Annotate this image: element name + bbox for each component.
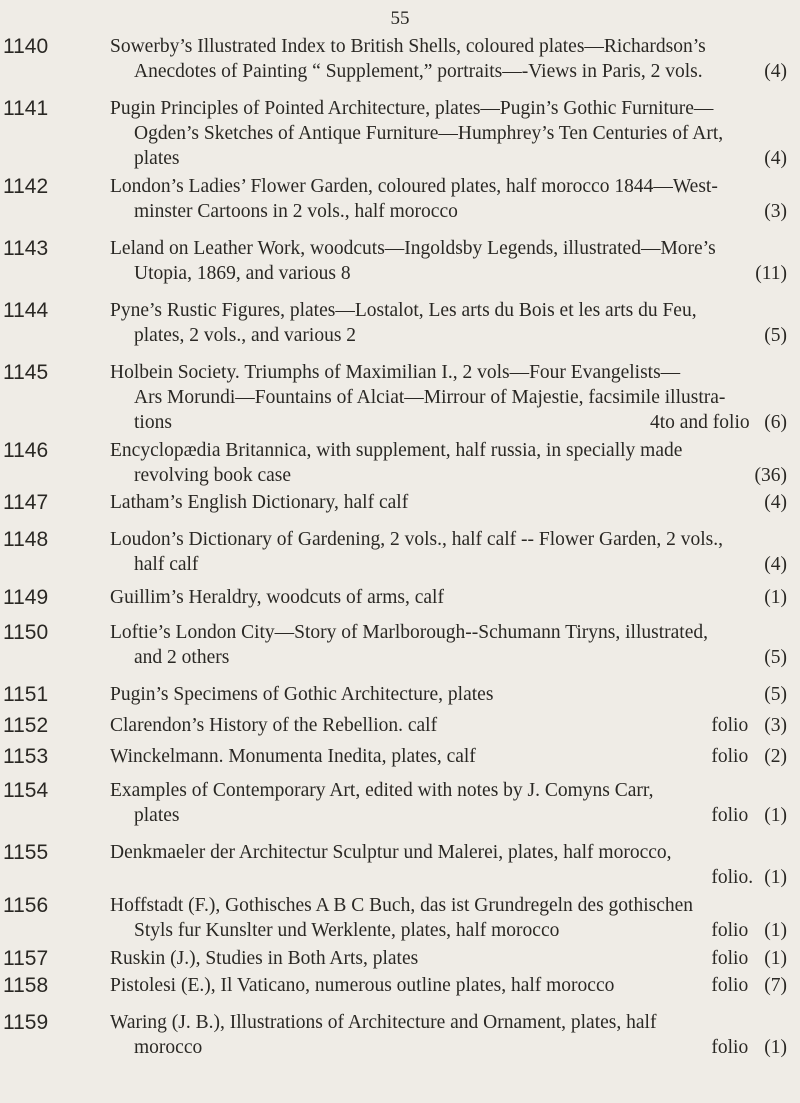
lot-entry — [0, 527, 800, 577]
lot-entry — [0, 585, 800, 610]
lot-number: 1157 — [3, 947, 49, 970]
lot-description-line2: revolving book case — [134, 465, 292, 486]
lot-description-continued — [134, 552, 787, 577]
lot-number: 1146 — [3, 439, 49, 462]
lot-description-line2: Styls fur Kunslter und Werklente, plates, half morocco — [134, 920, 560, 941]
lot-description-row — [110, 713, 787, 738]
lot-number: 1152 — [3, 714, 49, 737]
lot-description: London’s Ladies’ Flower Garden, coloured plates, half morocco 1844—West- — [110, 176, 718, 197]
lot-entry — [0, 946, 800, 971]
lot-description: Holbein Society. Triumphs of Maximilian I., 2 vols—Four Evangelists— — [110, 362, 681, 383]
lot-description-continued — [134, 1035, 787, 1060]
lot-entry — [0, 620, 800, 670]
lot-entry — [0, 174, 800, 224]
lot-description-continued — [134, 59, 787, 84]
lot-entry — [0, 682, 800, 707]
lot-description-line3: tions — [134, 412, 172, 433]
lot-format-quantity — [711, 973, 787, 998]
lot-description: Denkmaeler der Architectur Sculptur und Malerei, plates, half morocco, — [110, 842, 672, 863]
lot-number: 1140 — [3, 35, 49, 58]
lot-description-continued — [134, 463, 787, 488]
lot-entry — [0, 744, 800, 769]
lot-description: Leland on Leather Work, woodcuts—Ingoldsby Legends, illustrated—More’s — [110, 238, 716, 259]
lot-number: 1158 — [3, 974, 49, 997]
lot-quantity: (4) — [764, 148, 787, 169]
lot-quantity: (1) — [764, 867, 787, 888]
lot-entry — [0, 713, 800, 738]
lot-description-row — [110, 973, 787, 998]
lot-format-quantity — [711, 918, 787, 943]
lot-description: Guillim’s Heraldry, woodcuts of arms, calf — [110, 587, 444, 608]
lot-number: 1156 — [3, 894, 49, 917]
lot-quantity: (1) — [764, 948, 787, 969]
lot-description-line2: minster Cartoons in 2 vols., half morocco — [134, 201, 458, 222]
lot-format: folio — [711, 1037, 749, 1058]
lot-entry — [0, 840, 800, 890]
lot-number: 1145 — [3, 361, 49, 384]
lot-quantity: (3) — [764, 201, 787, 222]
lot-number: 1159 — [3, 1011, 49, 1034]
lot-quantity: (7) — [764, 975, 787, 996]
lot-number: 1154 — [3, 779, 49, 802]
lot-description-row — [110, 585, 787, 610]
lot-description-continued — [134, 645, 787, 670]
lot-number: 1148 — [3, 528, 49, 551]
lot-quantity: (1) — [764, 1037, 787, 1058]
lot-number: 1147 — [3, 491, 49, 514]
lot-number: 1151 — [3, 683, 49, 706]
lot-description-continued — [134, 410, 787, 435]
lot-format: folio — [711, 746, 749, 767]
lot-description-continued — [134, 918, 787, 943]
lot-description-line3: plates — [134, 148, 180, 169]
lot-description-row — [110, 490, 787, 515]
lot-number: 1150 — [3, 621, 49, 644]
lot-quantity: (36) — [754, 465, 787, 486]
lot-quantity: (3) — [764, 715, 787, 736]
lot-description: Encyclopædia Britannica, with supplement, half russia, in specially made — [110, 440, 683, 461]
lot-description-continued — [134, 199, 787, 224]
lot-quantity: (4) — [764, 61, 787, 82]
lot-number: 1143 — [3, 237, 49, 260]
lot-description-line2: Utopia, 1869, and various 8 — [134, 263, 351, 284]
lot-entry — [0, 360, 800, 435]
lot-entry — [0, 236, 800, 286]
lot-description-continued — [134, 323, 787, 348]
lot-format-quantity — [711, 744, 787, 769]
lot-format-quantity — [711, 1035, 787, 1060]
lot-format: folio — [711, 975, 749, 996]
lot-quantity: (4) — [764, 554, 787, 575]
lot-number: 1153 — [3, 745, 49, 768]
lot-description-line2: Ars Morundi—Fountains of Alciat—Mirrour of Majestie, facsimile illustra- — [134, 387, 726, 408]
lot-quantity: (6) — [764, 412, 787, 433]
lot-description: Pistolesi (E.), Il Vaticano, numerous outline plates, half morocco — [110, 975, 615, 996]
lot-quantity: (5) — [764, 684, 787, 705]
lot-description: Ruskin (J.), Studies in Both Arts, plates — [110, 948, 419, 969]
lot-number: 1149 — [3, 586, 49, 609]
lot-description-row — [110, 744, 787, 769]
lot-quantity: (4) — [764, 492, 787, 513]
lot-number: 1141 — [3, 97, 49, 120]
lot-description-line2: plates — [134, 805, 180, 826]
lot-format: folio. — [711, 867, 754, 888]
lot-description: Pugin’s Specimens of Gothic Architecture, plates — [110, 684, 494, 705]
lot-quantity: (5) — [764, 325, 787, 346]
lot-description: Loftie’s London City—Story of Marlborough--Schumann Tiryns, illustrated, — [110, 622, 708, 643]
lot-description-row — [110, 946, 787, 971]
lot-entry — [0, 438, 800, 488]
lot-description: Waring (J. B.), Illustrations of Architecture and Ornament, plates, half — [110, 1012, 657, 1033]
lot-description-row — [110, 682, 787, 707]
lot-entry — [0, 893, 800, 943]
lot-format-quantity — [711, 713, 787, 738]
lot-format: folio — [711, 920, 749, 941]
lot-description-line2: morocco — [134, 1037, 203, 1058]
lot-entry — [0, 778, 800, 828]
lot-description: Loudon’s Dictionary of Gardening, 2 vols., half calf -- Flower Garden, 2 vols., — [110, 529, 724, 550]
lot-number: 1144 — [3, 299, 49, 322]
lot-description: Sowerby’s Illustrated Index to British Shells, coloured plates—Richardson’s — [110, 36, 706, 57]
lot-format-quantity — [711, 803, 787, 828]
lot-description-continued — [134, 261, 787, 286]
lot-entry — [0, 96, 800, 171]
lot-description: Winckelmann. Monumenta Inedita, plates, calf — [110, 746, 476, 767]
lot-entry — [0, 490, 800, 515]
lot-list — [0, 34, 800, 1060]
lot-entry — [0, 973, 800, 998]
lot-description: Pugin Principles of Pointed Architecture, plates—Pugin’s Gothic Furniture— — [110, 98, 714, 119]
lot-number: 1142 — [3, 175, 49, 198]
lot-entry — [0, 1010, 800, 1060]
lot-quantity: (1) — [764, 920, 787, 941]
lot-format: folio — [711, 948, 749, 969]
lot-description: Hoffstadt (F.), Gothisches A B C Buch, das ist Grundregeln des gothischen — [110, 895, 694, 916]
lot-description-continued — [134, 803, 787, 828]
lot-format: folio — [711, 805, 749, 826]
lot-description-line2: half calf — [134, 554, 199, 575]
lot-format-quantity — [650, 410, 787, 435]
lot-quantity: (1) — [764, 805, 787, 826]
lot-description: Clarendon’s History of the Rebellion. calf — [110, 715, 438, 736]
lot-format-quantity — [711, 946, 787, 971]
lot-entry — [0, 298, 800, 348]
lot-description-line2: plates, 2 vols., and various 2 — [134, 325, 357, 346]
lot-quantity: (5) — [764, 647, 787, 668]
lot-format: 4to and folio — [649, 412, 750, 433]
lot-quantity: (11) — [755, 263, 787, 284]
lot-description: Examples of Contemporary Art, edited with notes by J. Comyns Carr, — [110, 780, 654, 801]
lot-description: Pyne’s Rustic Figures, plates—Lostalot, Les arts du Bois et les arts du Feu, — [110, 300, 697, 321]
lot-format-quantity — [711, 865, 787, 890]
lot-quantity: (1) — [764, 587, 787, 608]
lot-description-continued — [134, 146, 787, 171]
lot-description: Latham’s English Dictionary, half calf — [110, 492, 409, 513]
lot-description-line2: Ogden’s Sketches of Antique Furniture—Humphrey’s Ten Centuries of Art, — [134, 123, 724, 144]
lot-entry — [0, 34, 800, 84]
page-number: 55 — [390, 8, 410, 29]
lot-number: 1155 — [3, 841, 49, 864]
lot-description-line2: Anecdotes of Painting “ Supplement,” portraits—-Views in Paris, 2 vols. — [134, 61, 703, 82]
lot-quantity: (2) — [764, 746, 787, 767]
lot-format: folio — [711, 715, 749, 736]
lot-description-line2: and 2 others — [134, 647, 230, 668]
